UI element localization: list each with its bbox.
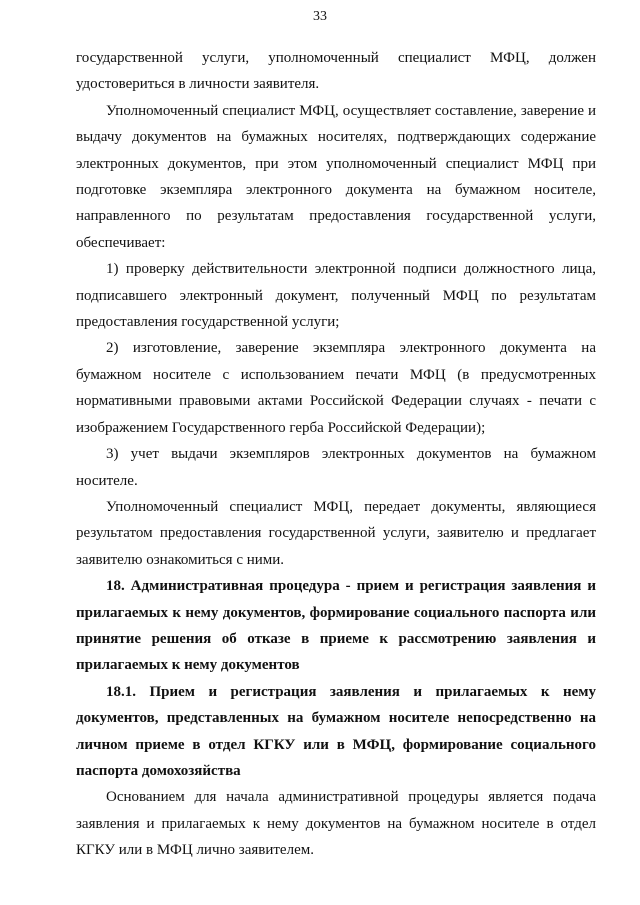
page-number: 33 bbox=[313, 9, 327, 24]
paragraph-continuation: государственной услуги, уполномоченный специалист МФЦ, должен удостовериться в личности заявителя. bbox=[76, 50, 596, 93]
list-item-2: 2) изготовление, заверение экземпляра электронного документа на бумажном носителе с использованием печати МФЦ (в предусмотренных нормативными правовыми актами Российской Федерации случаях - печати с изображением Государственного герба Российской Федерации); bbox=[76, 340, 596, 436]
paragraph-procedure-basis: Основанием для начала административной процедуры является подача заявления и прилагаемых к нему документов на бумажном носителе в отдел КГКУ или в МФЦ лично заявителем. bbox=[76, 789, 596, 859]
subsection-heading-18-1: 18.1. Прием и регистрация заявления и прилагаемых к нему документов, представленных на бумажном носителе непосредственно на личном приеме в отдел КГКУ или в МФЦ, формирование социального паспорта домохозяйства bbox=[76, 683, 596, 779]
list-item-3: 3) учет выдачи экземпляров электронных документов на бумажном носителе. bbox=[76, 446, 596, 489]
paragraph-mfc-specialist-duties: Уполномоченный специалист МФЦ, осуществляет составление, заверение и выдачу документов на бумажных носителях, подтверждающих содержание электронных документов, при этом уполномоченный специалист МФЦ при подготовке экземпляра электронного документа на бумажном носителе, направленного по результатам предоставления государственной услуги, обеспечивает: bbox=[76, 102, 596, 251]
document-body bbox=[76, 45, 596, 864]
paragraph-document-handover: Уполномоченный специалист МФЦ, передает документы, являющиеся результатом предоставления государственной услуги, заявителю и предлагает заявителю ознакомиться с ними. bbox=[76, 498, 596, 568]
section-heading-18: 18. Административная процедура - прием и регистрация заявления и прилагаемых к нему документов, формирование социального паспорта или принятие решения об отказе в приеме к рассмотрению заявления и прилагаемых к нему документов bbox=[76, 578, 596, 674]
list-item-1: 1) проверку действительности электронной подписи должностного лица, подписавшего электронный документ, полученный МФЦ по результатам предоставления государственной услуги; bbox=[76, 261, 596, 331]
